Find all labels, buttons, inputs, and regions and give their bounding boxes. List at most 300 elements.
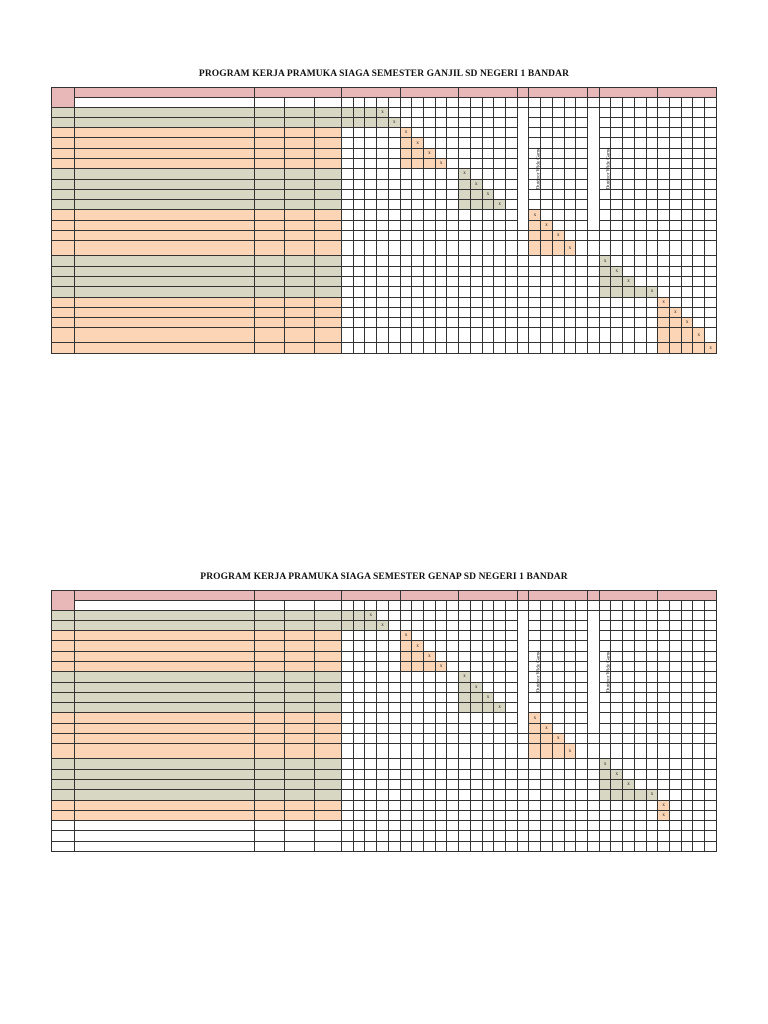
schedule-cell <box>435 107 447 117</box>
schedule-cell <box>693 759 705 769</box>
schedule-cell <box>646 800 658 810</box>
schedule-cell <box>506 107 518 117</box>
schedule-cell <box>365 821 377 831</box>
schedule-cell <box>412 682 424 692</box>
schedule-cell <box>494 734 506 744</box>
schedule-cell <box>552 800 564 810</box>
schedule-cell <box>670 256 682 266</box>
schedule-cell <box>670 779 682 789</box>
schedule-cell <box>599 287 611 297</box>
schedule-cell <box>435 200 447 210</box>
schedule-cell <box>459 800 471 810</box>
schedule-cell <box>552 641 564 651</box>
schedule-cell <box>623 610 635 620</box>
col-kegiatan-header <box>74 88 254 98</box>
schedule-cell <box>447 266 459 276</box>
schedule-cell <box>342 790 354 800</box>
schedule-cell <box>599 343 611 353</box>
schedule-cell <box>670 343 682 353</box>
schedule-cell <box>646 759 658 769</box>
schedule-cell <box>611 692 623 702</box>
schedule-cell <box>377 169 389 179</box>
schedule-cell <box>623 831 635 841</box>
schedule-cell <box>541 821 553 831</box>
schedule-cell <box>611 287 623 297</box>
schedule-cell <box>681 734 693 744</box>
schedule-cell <box>342 169 354 179</box>
schedule-cell <box>482 210 494 220</box>
schedule-cell <box>377 703 389 713</box>
schedule-cell <box>646 661 658 671</box>
schedule-cell <box>670 266 682 276</box>
schedule-cell <box>494 210 506 220</box>
schedule-cell <box>670 641 682 651</box>
schedule-cell <box>564 703 576 713</box>
schedule-cell <box>552 220 564 230</box>
schedule-cell <box>681 759 693 769</box>
month-header-april <box>529 591 588 601</box>
schedule-cell <box>541 343 553 353</box>
outdoor-cell <box>517 241 529 256</box>
week-label <box>470 601 482 611</box>
schedule-cell <box>365 169 377 179</box>
outdoor-cell <box>517 256 529 266</box>
schedule-cell <box>541 200 553 210</box>
schedule-cell <box>424 692 436 702</box>
schedule-cell <box>447 276 459 286</box>
schedule-cell <box>482 661 494 671</box>
schedule-cell <box>494 723 506 733</box>
schedule-cell <box>658 210 670 220</box>
schedule-cell <box>693 800 705 810</box>
week-label <box>388 98 400 108</box>
schedule-cell <box>552 189 564 199</box>
schedule-cell <box>611 138 623 148</box>
row-activity <box>74 661 254 671</box>
schedule-cell <box>424 107 436 117</box>
schedule-cell <box>388 703 400 713</box>
schedule-cell: x <box>365 610 377 620</box>
schedule-cell <box>599 210 611 220</box>
sasaran-mark <box>255 713 285 723</box>
schedule-cell <box>599 241 611 256</box>
month-header-januari <box>342 591 401 601</box>
week-label <box>435 601 447 611</box>
week-label <box>494 98 506 108</box>
schedule-cell <box>705 231 717 241</box>
sasaran-mark <box>255 610 285 620</box>
schedule-cell <box>681 841 693 851</box>
schedule-cell <box>634 703 646 713</box>
schedule-cell <box>705 200 717 210</box>
schedule-cell <box>564 276 576 286</box>
schedule-cell <box>681 200 693 210</box>
schedule-cell <box>482 241 494 256</box>
schedule-cell <box>541 672 553 682</box>
schedule-cell <box>482 631 494 641</box>
schedule-cell <box>705 158 717 168</box>
schedule-cell <box>459 117 471 127</box>
schedule-cell <box>634 790 646 800</box>
schedule-cell <box>365 759 377 769</box>
sasaran-mark <box>255 328 285 343</box>
week-label <box>506 601 518 611</box>
schedule-cell <box>412 276 424 286</box>
sasaran-mark <box>285 169 315 179</box>
outdoor-cell <box>517 266 529 276</box>
schedule-cell <box>529 703 541 713</box>
schedule-cell: x <box>552 734 564 744</box>
week-label <box>412 601 424 611</box>
schedule-cell <box>459 734 471 744</box>
schedule-cell <box>646 158 658 168</box>
week-label <box>435 98 447 108</box>
schedule-cell <box>634 651 646 661</box>
schedule-cell <box>482 297 494 307</box>
schedule-cell <box>705 779 717 789</box>
sasaran-mark <box>285 692 315 702</box>
sasaran-mark <box>285 713 315 723</box>
schedule-cell <box>634 148 646 158</box>
schedule-cell <box>634 231 646 241</box>
schedule-cell <box>435 276 447 286</box>
schedule-cell <box>623 759 635 769</box>
sasaran-mark <box>315 734 342 744</box>
schedule-cell <box>400 800 412 810</box>
week-label <box>611 98 623 108</box>
schedule-cell <box>470 661 482 671</box>
schedule-cell <box>529 297 541 307</box>
schedule-cell <box>342 200 354 210</box>
schedule-cell <box>470 266 482 276</box>
schedule-cell <box>353 631 365 641</box>
schedule-cell <box>541 682 553 692</box>
month-header-mei <box>599 591 658 601</box>
schedule-cell <box>412 790 424 800</box>
schedule-cell <box>506 734 518 744</box>
schedule-cell <box>705 276 717 286</box>
sasaran-mark <box>315 841 342 851</box>
schedule-cell <box>400 651 412 661</box>
schedule-cell <box>482 641 494 651</box>
sasaran-mark <box>285 810 315 820</box>
schedule-cell <box>400 287 412 297</box>
schedule-cell <box>400 179 412 189</box>
schedule-cell <box>388 610 400 620</box>
schedule-cell <box>681 117 693 127</box>
schedule-cell <box>365 841 377 851</box>
schedule-cell <box>400 610 412 620</box>
schedule-cell <box>342 641 354 651</box>
schedule-cell <box>412 810 424 820</box>
schedule-cell <box>634 138 646 148</box>
schedule-cell <box>705 220 717 230</box>
schedule-cell <box>611 831 623 841</box>
schedule-cell <box>459 692 471 702</box>
schedule-cell <box>400 189 412 199</box>
schedule-cell <box>365 318 377 328</box>
schedule-cell: x <box>658 800 670 810</box>
schedule-cell <box>353 734 365 744</box>
schedule-cell <box>494 610 506 620</box>
schedule-cell <box>412 800 424 810</box>
row-no <box>52 148 75 158</box>
schedule-cell <box>494 169 506 179</box>
schedule-cell <box>529 769 541 779</box>
table-row <box>52 328 717 343</box>
schedule-cell <box>646 200 658 210</box>
schedule-cell <box>670 692 682 702</box>
schedule-cell <box>482 256 494 266</box>
sasaran-mark <box>315 328 342 343</box>
schedule-cell <box>681 610 693 620</box>
outdoor-wide-game-text: Outdoor Wide Game <box>536 650 542 693</box>
schedule-cell <box>435 256 447 266</box>
schedule-cell <box>494 692 506 702</box>
schedule-cell <box>646 241 658 256</box>
schedule-cell <box>424 779 436 789</box>
schedule-cell <box>670 610 682 620</box>
schedule-cell <box>435 169 447 179</box>
schedule-cell <box>646 723 658 733</box>
schedule-cell <box>435 641 447 651</box>
schedule-cell <box>529 266 541 276</box>
schedule-cell <box>646 672 658 682</box>
sasaran-mark <box>315 800 342 810</box>
schedule-cell <box>388 821 400 831</box>
schedule-cell <box>599 610 611 620</box>
schedule-cell <box>459 343 471 353</box>
schedule-cell <box>400 620 412 630</box>
table-row <box>52 800 717 810</box>
schedule-cell <box>681 631 693 641</box>
schedule-cell <box>377 148 389 158</box>
schedule-cell <box>623 800 635 810</box>
schedule-cell <box>377 810 389 820</box>
schedule-cell <box>424 841 436 851</box>
sasaran-mark <box>285 328 315 343</box>
schedule-cell <box>506 610 518 620</box>
schedule-cell <box>459 220 471 230</box>
schedule-cell <box>705 266 717 276</box>
schedule-cell <box>482 158 494 168</box>
schedule-cell <box>400 266 412 276</box>
table-row <box>52 723 717 733</box>
row-no <box>52 672 75 682</box>
schedule-cell <box>494 713 506 723</box>
week-label <box>365 601 377 611</box>
schedule-cell: x <box>377 620 389 630</box>
schedule-cell <box>599 810 611 820</box>
schedule-cell: x <box>435 661 447 671</box>
schedule-cell <box>658 179 670 189</box>
schedule-cell <box>693 169 705 179</box>
schedule-cell <box>681 703 693 713</box>
schedule-cell <box>541 138 553 148</box>
schedule-cell <box>623 189 635 199</box>
schedule-cell <box>541 241 553 256</box>
schedule-cell <box>388 200 400 210</box>
schedule-cell <box>482 107 494 117</box>
schedule-cell <box>482 231 494 241</box>
table-row <box>52 713 717 723</box>
week-label <box>681 601 693 611</box>
schedule-cell <box>459 179 471 189</box>
schedule-cell <box>705 287 717 297</box>
schedule-cell <box>681 328 693 343</box>
schedule-cell <box>693 831 705 841</box>
week-label <box>388 601 400 611</box>
week-label <box>670 98 682 108</box>
row-no <box>52 297 75 307</box>
schedule-cell <box>353 128 365 138</box>
schedule-cell <box>424 631 436 641</box>
schedule-cell <box>611 200 623 210</box>
sasaran-mark <box>285 661 315 671</box>
schedule-cell <box>494 831 506 841</box>
row-no <box>52 256 75 266</box>
schedule-cell <box>459 723 471 733</box>
schedule-cell <box>424 610 436 620</box>
schedule-cell <box>599 713 611 723</box>
schedule-cell <box>623 200 635 210</box>
schedule-cell <box>670 220 682 230</box>
schedule-cell <box>705 744 717 759</box>
schedule-cell <box>506 641 518 651</box>
schedule-cell <box>482 128 494 138</box>
schedule-cell <box>634 287 646 297</box>
month-header-agustus <box>400 88 459 98</box>
schedule-cell <box>623 128 635 138</box>
kegiatan-subheader <box>74 601 254 611</box>
schedule-cell <box>564 107 576 117</box>
schedule-cell <box>599 620 611 630</box>
schedule-cell <box>470 759 482 769</box>
schedule-cell <box>377 328 389 343</box>
schedule-cell <box>529 800 541 810</box>
schedule-cell <box>634 189 646 199</box>
row-activity <box>74 231 254 241</box>
row-activity <box>74 138 254 148</box>
outdoor-header-spacer <box>517 591 529 601</box>
schedule-cell <box>377 790 389 800</box>
schedule-cell <box>646 610 658 620</box>
schedule-cell <box>459 128 471 138</box>
sasaran-mark <box>255 723 285 733</box>
schedule-cell <box>658 631 670 641</box>
schedule-cell <box>377 713 389 723</box>
schedule-cell <box>552 620 564 630</box>
sasaran-mark <box>315 307 342 317</box>
schedule-cell <box>412 169 424 179</box>
schedule-cell <box>693 276 705 286</box>
schedule-cell <box>482 343 494 353</box>
schedule-cell <box>506 276 518 286</box>
schedule-cell <box>529 287 541 297</box>
schedule-cell <box>623 297 635 307</box>
sasaran-mark <box>255 107 285 117</box>
schedule-cell <box>646 220 658 230</box>
schedule-cell <box>623 138 635 148</box>
schedule-cell: x <box>646 790 658 800</box>
sasaran-mark <box>315 107 342 117</box>
table-row <box>52 641 717 651</box>
schedule-cell <box>377 138 389 148</box>
schedule-cell <box>365 200 377 210</box>
schedule-cell <box>459 631 471 641</box>
schedule-cell <box>623 307 635 317</box>
sasaran-mark <box>315 128 342 138</box>
table-row <box>52 631 717 641</box>
table-row <box>52 841 717 851</box>
schedule-cell <box>681 266 693 276</box>
schedule-cell <box>424 307 436 317</box>
outdoor-cell <box>517 734 529 744</box>
sasaran-mark <box>285 343 315 353</box>
schedule-cell <box>529 692 541 702</box>
schedule-cell <box>564 318 576 328</box>
schedule-cell <box>599 220 611 230</box>
schedule-cell <box>693 241 705 256</box>
schedule-cell <box>552 200 564 210</box>
schedule-cell <box>599 631 611 641</box>
schedule-cell <box>634 831 646 841</box>
sasaran-mark <box>315 744 342 759</box>
schedule-cell <box>681 692 693 702</box>
outdoor-cell <box>517 744 529 759</box>
schedule-cell <box>693 744 705 759</box>
schedule-cell <box>541 661 553 671</box>
schedule-cell <box>365 241 377 256</box>
schedule-cell <box>705 759 717 769</box>
schedule-cell <box>623 631 635 641</box>
schedule-cell <box>400 169 412 179</box>
sasaran-mark <box>285 138 315 148</box>
schedule-cell <box>670 734 682 744</box>
schedule-cell <box>541 148 553 158</box>
schedule-cell <box>412 821 424 831</box>
schedule-cell <box>634 117 646 127</box>
schedule-cell <box>564 220 576 230</box>
schedule-cell <box>541 266 553 276</box>
schedule-cell <box>447 343 459 353</box>
schedule-cell <box>400 759 412 769</box>
schedule-cell <box>424 138 436 148</box>
schedule-cell <box>353 682 365 692</box>
row-no <box>52 800 75 810</box>
outdoor-wide-game-label <box>517 610 542 734</box>
schedule-cell <box>482 682 494 692</box>
schedule-cell <box>646 831 658 841</box>
row-activity <box>74 713 254 723</box>
schedule-cell <box>365 220 377 230</box>
schedule-cell <box>611 169 623 179</box>
row-activity <box>74 790 254 800</box>
schedule-cell <box>541 692 553 702</box>
schedule-cell <box>435 318 447 328</box>
schedule-cell <box>447 661 459 671</box>
schedule-cell <box>634 220 646 230</box>
sasaran-mark <box>285 231 315 241</box>
row-no <box>52 318 75 328</box>
schedule-cell <box>705 841 717 851</box>
schedule-cell <box>576 241 588 256</box>
table-row <box>52 158 717 168</box>
schedule-cell: x <box>705 343 717 353</box>
schedule-cell <box>447 744 459 759</box>
schedule-cell <box>611 841 623 851</box>
schedule-cell <box>564 169 576 179</box>
